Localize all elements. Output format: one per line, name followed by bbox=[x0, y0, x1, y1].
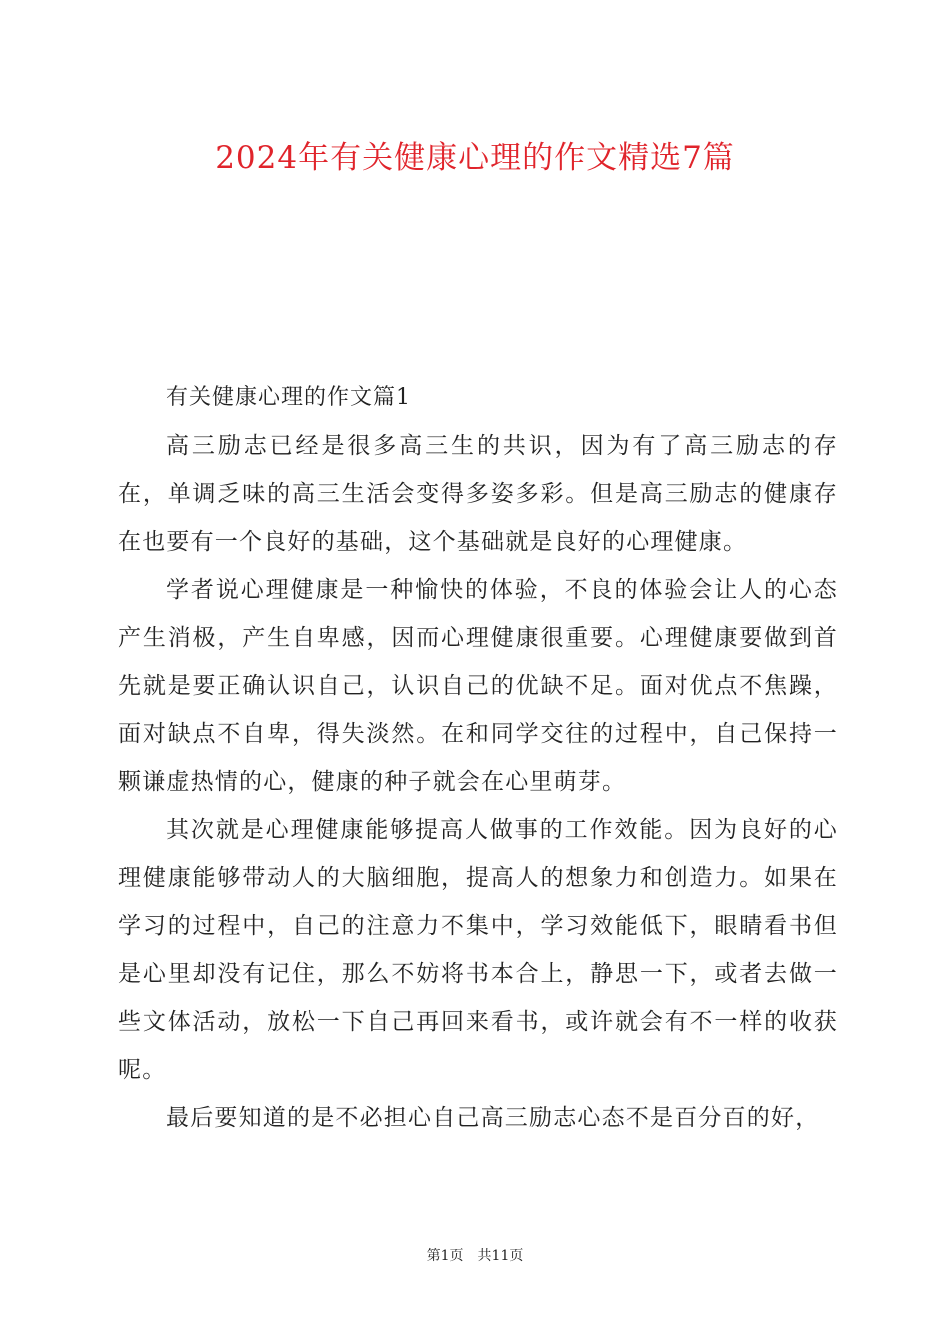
page-footer bbox=[0, 1246, 950, 1266]
document-body bbox=[118, 374, 838, 1142]
page-total: 共11页 bbox=[477, 1248, 524, 1264]
section-heading: 有关健康心理的作文篇1 bbox=[166, 385, 411, 410]
paragraph-4: 最后要知道的是不必担心自己高三励志心态不是百分百的好， bbox=[166, 1105, 820, 1131]
paragraph-2: 学者说心理健康是一种愉快的体验，不良的体验会让人的心态产生消极，产生自卑感，因而心理健康很重要。心理健康要做到首先就是要正确认识自己，认识自己的优缺不足。面对优点不焦躁，面对缺点不自卑，得失淡然。在和同学交往的过程中，自己保持一颗谦虚热情的心，健康的种子就会在心里萌芽。 bbox=[118, 577, 838, 795]
paragraph-3: 其次就是心理健康能够提高人做事的工作效能。因为良好的心理健康能够带动人的大脑细胞，提高人的想象力和创造力。如果在学习的过程中，自己的注意力不集中，学习效能低下，眼睛看书但是心里却没有记住，那么不妨将书本合上，静思一下，或者去做一些文体活动，放松一下自己再回来看书，或许就会有不一样的收获呢。 bbox=[118, 817, 838, 1083]
document-title: 2024年有关健康心理的作文精选7篇 bbox=[215, 140, 735, 176]
paragraph-1: 高三励志已经是很多高三生的共识，因为有了高三励志的存在，单调乏味的高三生活会变得多姿多彩。但是高三励志的健康存在也要有一个良好的基础，这个基础就是良好的心理健康。 bbox=[118, 433, 838, 555]
page-number: 第1页 bbox=[426, 1248, 464, 1264]
